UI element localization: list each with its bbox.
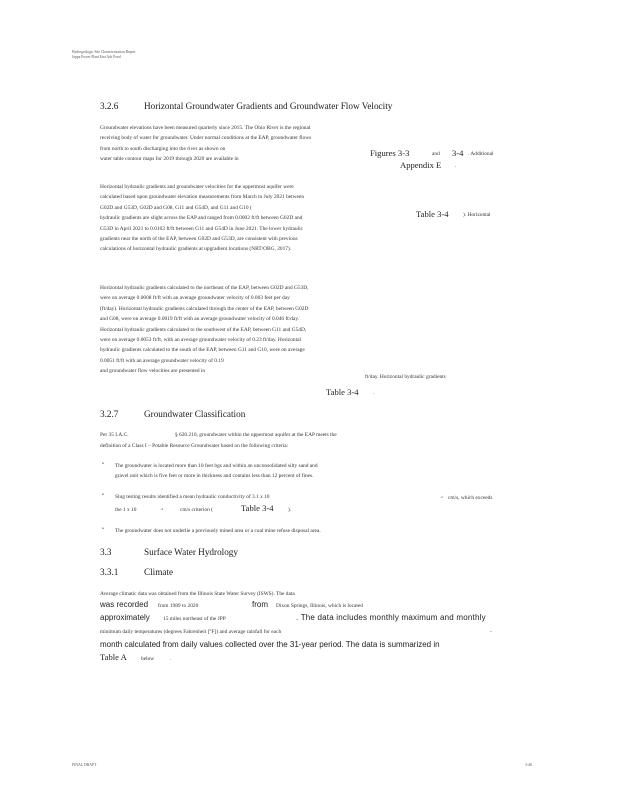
text-line: Horizontal hydraulic gradients and groundwater velocities for the uppermost aquifer were: [100, 184, 294, 190]
section-heading-3-2-6: [100, 101, 392, 111]
header-report-title: Hydrogeologic Site Characterization Report: [72, 50, 136, 54]
text-line: were on average 0.0053 ft/ft, with an average groundwater velocity of 0.23 ft/day. Horizontal: [100, 337, 301, 344]
paragraph-2: [100, 182, 304, 255]
text-period: .: [455, 163, 457, 169]
bullet-item-2-text-d: cm/s criterion (: [180, 507, 213, 513]
text-line: receiving body of water for groundwater. Under normal conditions at the EAP, groundwater flows: [100, 135, 312, 142]
text-fragment: . The data includes monthly maximum and monthly: [296, 613, 486, 622]
text-fragment: from 1989 to 2020: [158, 603, 199, 609]
bullet-item-2-line-1: Slug testing results identified a mean hydraulic conductivity of 3.1 x 10: [115, 494, 270, 500]
running-header: [72, 50, 135, 59]
text-fragment: below: [141, 656, 155, 662]
section-title: Climate: [144, 567, 174, 577]
figure-ref-3-4[interactable]: 3-4: [452, 148, 464, 158]
section-number: 3.2.6: [100, 101, 119, 111]
text-fragment: was recorded: [100, 600, 149, 609]
classification-intro-b: § 620.210, groundwater within the uppermost aquifer at the EAP meets the: [175, 432, 337, 438]
text-line: calculated based upon groundwater elevation measurements from March to July 2021 between: [100, 194, 305, 201]
text-fragment: from: [252, 600, 268, 609]
text-ftday: ft/day. Horizontal hydraulic gradients: [365, 374, 446, 380]
paragraph-1: [100, 123, 311, 165]
appendix-ref-e[interactable]: Appendix E: [400, 160, 442, 170]
paragraph-3: [100, 283, 309, 377]
section-number: 3.3.1: [100, 567, 119, 577]
footer-page-number: 3-46: [525, 763, 532, 767]
section-heading-3-2-7: [100, 409, 245, 419]
bullet-item-2-text-c: the 1 x 10: [115, 507, 137, 513]
bullet-icon: •: [102, 461, 104, 467]
climate-line-4: minimum daily temperatures (degrees Fahrenheit [°F]) and average rainfall for each: [100, 629, 282, 635]
table-ref-3-4[interactable]: Table 3-4: [326, 387, 359, 397]
text-line: 0.0051 ft/ft with an average groundwater velocity of 0.19: [100, 357, 224, 364]
text-line: gradients near the north of the EAP, between G02D and G53D, are consistent with previous: [100, 236, 298, 243]
figure-ref-3-3[interactable]: Figures 3-3: [370, 148, 410, 158]
superscript: -2: [440, 495, 443, 499]
text-line: hydraulic gradients calculated to the south of the EAP, between G11 and G10, were on average: [100, 347, 305, 354]
bullet-icon: •: [102, 492, 104, 498]
text-line: calculations of horizontal hydraulic gradients at upgradient locations (NRT/OBG, 2017).: [100, 246, 292, 253]
classification-intro-2: definition of a Class I – Potable Resource Groundwater based on the following criteria:: [100, 443, 289, 449]
text-line: hydraulic gradients are slight across the EAP and ranged from 0.0002 ft/ft between G02D and: [100, 215, 303, 222]
text-line: Groundwater elevations have been measured quarterly since 2015. The Ohio River is the regional: [100, 125, 311, 131]
section-heading-3-3-1: [100, 567, 173, 577]
classification-intro-a: Per 35 I.A.C.: [100, 432, 129, 438]
climate-line-1: Average climatic data was obtained from the Illinois State Water Survey (ISWS). The data: [100, 591, 295, 597]
text-line: were on average 0.0008 ft/ft with an average groundwater velocity of 0.003 feet per day: [100, 295, 290, 302]
exponent: [160, 504, 163, 517]
table-ref-a[interactable]: Table A: [100, 652, 127, 662]
text-dash: -: [490, 629, 492, 635]
superscript: -4: [160, 507, 163, 511]
text-line: G53D in April 2021 to 0.0103 ft/ft between G11 and G54D in June 2021. The lower hydraulic: [100, 225, 304, 232]
text-line: and groundwater flow velocities are presented in: [100, 368, 206, 375]
bullet-item-3: The groundwater does not underlie a previously mined area or a coal mine refuse disposal area.: [115, 528, 321, 534]
header-site-name: Joppa Power Plant East Ash Pond: [72, 54, 121, 59]
footer-draft-label: FINAL DRAFT: [72, 763, 97, 767]
exponent: [440, 492, 443, 505]
text-period: .: [170, 656, 172, 662]
text-fragment: 15 miles northeast of the JPP: [163, 616, 226, 622]
text-period: .: [373, 390, 375, 396]
section-number: 3.2.7: [100, 409, 119, 419]
bullet-item-2-text-e: ).: [288, 507, 292, 513]
climate-line-5: month calculated from daily values collected over the 31-year period. The data is summarized in: [100, 640, 440, 649]
text-line: (ft/day). Horizontal hydraulic gradients calculated through the center of the EAP, between G02D: [100, 305, 309, 312]
text-line: Horizontal hydraulic gradients calculated to the southwest of the EAP, between G11 and G54D,: [100, 326, 307, 333]
text-line: and G08, were on average 0.0019 ft/ft with an average groundwater velocity of 0.046 ft/day.: [100, 316, 300, 323]
text-fragment: Dixon Springs, Illinois, which is located: [276, 603, 363, 609]
text-line: from north to south discharging into the river as shown on: [100, 145, 226, 152]
section-title: Groundwater Classification: [144, 409, 246, 419]
section-heading-3-3: [100, 547, 238, 557]
table-ref-3-4[interactable]: Table 3-4: [241, 503, 274, 513]
bullet-icon: •: [102, 526, 104, 532]
text-line: water table contour maps for 2019 through 2020 are available in: [100, 156, 239, 163]
text-line: G02D and G53D, G02D and G08, G11 and G54D, and G11 and G10 (: [100, 204, 252, 211]
section-title: Surface Water Hydrology: [144, 547, 238, 557]
climate-line-2: [100, 600, 148, 609]
section-number: 3.3: [100, 547, 112, 557]
text-fragment: approximately: [100, 613, 150, 622]
text-line: gravel unit which is five feet or more in thickness and contains less than 12 percent of fines.: [115, 473, 314, 480]
bullet-item-1: [115, 461, 318, 482]
table-ref-3-4[interactable]: Table 3-4: [416, 209, 449, 219]
bullet-item-2-text-b: cm/s, which exceeds: [448, 495, 493, 501]
text-and: and: [432, 151, 440, 157]
text-line: The groundwater is located more than 10 feet bgs and within an unconsolidated silty sand and: [115, 463, 318, 469]
text-additional: . Additional: [468, 151, 494, 157]
section-title: Horizontal Groundwater Gradients and Groundwater Flow Velocity: [144, 101, 393, 111]
text-horizontal: ). Horizontal: [463, 212, 491, 218]
text-line: Horizontal hydraulic gradients calculated to the northeast of the EAP, between G02D and G53D,: [100, 285, 309, 291]
